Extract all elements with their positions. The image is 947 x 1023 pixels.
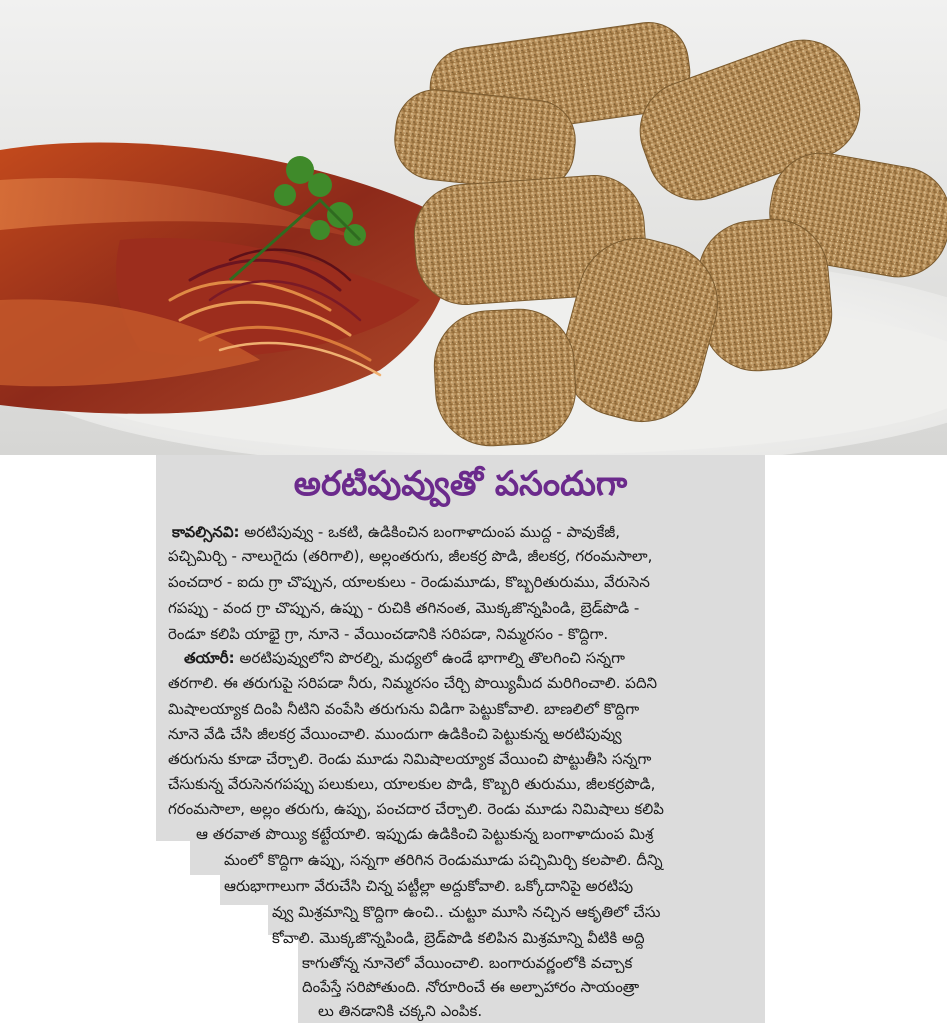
method-line [184,646,762,670]
method-line: వ్వు మిశ్రమాన్ని కొద్దిగా ఉంచి.. చుట్టూ మూసి నచ్చిన ఆకృతిలో చేసు [272,903,661,921]
method-line: ఆరుభాగాలుగా వేరుచేసి చిన్న పట్టీల్లా అద్దుకోవాలి. ఒక్కోదానిపై అరటిపు [224,877,634,895]
method-line: మిషాలయ్యాక దింపి నీటిని వంపేసి తరుగును విడిగా పెట్టుకోవాలి. బాణలిలో కొద్దిగా [168,700,640,718]
method-line: నూనె వేడి చేసి జీలకర్ర వేయించాలి. ముందుగా ఉడికించి పెట్టుకున్న అరటిపువ్వు [168,725,622,743]
ingredients-line: రెండూ కలిపి యాభై గ్రా, నూనె - వేయించడానికి సరిపడా, నిమ్మరసం - కొద్దిగా. [168,625,609,643]
ingredients-text: అరటిపువ్వు - ఒకటి, ఉడికించిన బంగాళాదుంప ముద్ద - పావుకేజీ, [244,523,621,541]
method-line: తరుగును కూడా చేర్చాలి. రెండు మూడు నిమిషాలయ్యాక వేయించి పొట్టుతీసి సన్నగా [168,750,652,768]
method-line: ఆ తరవాత పొయ్యి కట్టేయాలి. ఇప్పుడు ఉడికించి పెట్టుకున్న బంగాళాదుంప మిశ్ర [196,825,654,843]
method-line: తరగాలి. ఈ తరుగుపై సరిపడా నీరు, నిమ్మరసం చేర్చి పొయ్యిమీద మరిగించాలి. పదిని [168,674,658,692]
article-title: అరటిపువ్వుతో పసందుగా [293,464,628,504]
ingredients-line: పంచదార - ఐదు గ్రా చొప్పున, యాలకులు - రెండుమూడు, కొబ్బరితురుము, వేరుసెన [168,573,650,591]
method-line: దింపేస్తే సరిపోతుంది. నోరూరించే ఈ అల్పాహారం సాయంత్రా [302,978,640,996]
food-photo [0,0,947,455]
method-line: లు తినడానికి చక్కని ఎంపిక. [318,1002,483,1020]
method-line: గరంమసాలా, అల్లం తరుగు, ఉప్పు, పంచదార చేర్చాలి. రెండు మూడు నిమిషాలు కలిపి [168,800,664,818]
ingredients-label: కావల్సినవి: [172,523,240,541]
method-line: మంలో కొద్దిగా ఉప్పు, సన్నగా తరిగిన రెండుమూడు పచ్చిమిర్చి కలపాలి. దీన్ని [224,851,663,869]
method-line: కోవాలి. మొక్కజొన్నపిండి, బ్రెడ్‌పొడి కలిపిన మిశ్రమాన్ని వీటికి అద్ది [272,929,645,947]
method-label: తయారీ: [184,649,235,667]
ingredients-line: పచ్చిమిర్చి - నాలుగైదు (తరిగాలి), అల్లంతరుగు, జీలకర్ర పొడి, జీలకర్ర, గరంమసాలా, [168,547,653,565]
method-text: అరటిపువ్వులోని పొరల్ని, మధ్యలో ఉండే భాగాల్ని తొలగించి సన్నగా [239,649,625,667]
method-line: చేసుకున్న వేరుసెనగపప్పు పలుకులు, యాలకుల పొడి, కొబ్బరి తురుము, జీలకర్రపొడి, [168,775,656,793]
ingredients-line: గపప్పు - వంద గ్రా చొప్పున, ఉప్పు - రుచికి తగినంత, మొక్కజొన్నపిండి, బ్రెడ్‌పొడి - [168,599,640,617]
method-line: కాగుతోన్న నూనెలో వేయించాలి. బంగారువర్ణంలోకి వచ్చాక [302,954,633,972]
ingredients-line [172,520,762,544]
